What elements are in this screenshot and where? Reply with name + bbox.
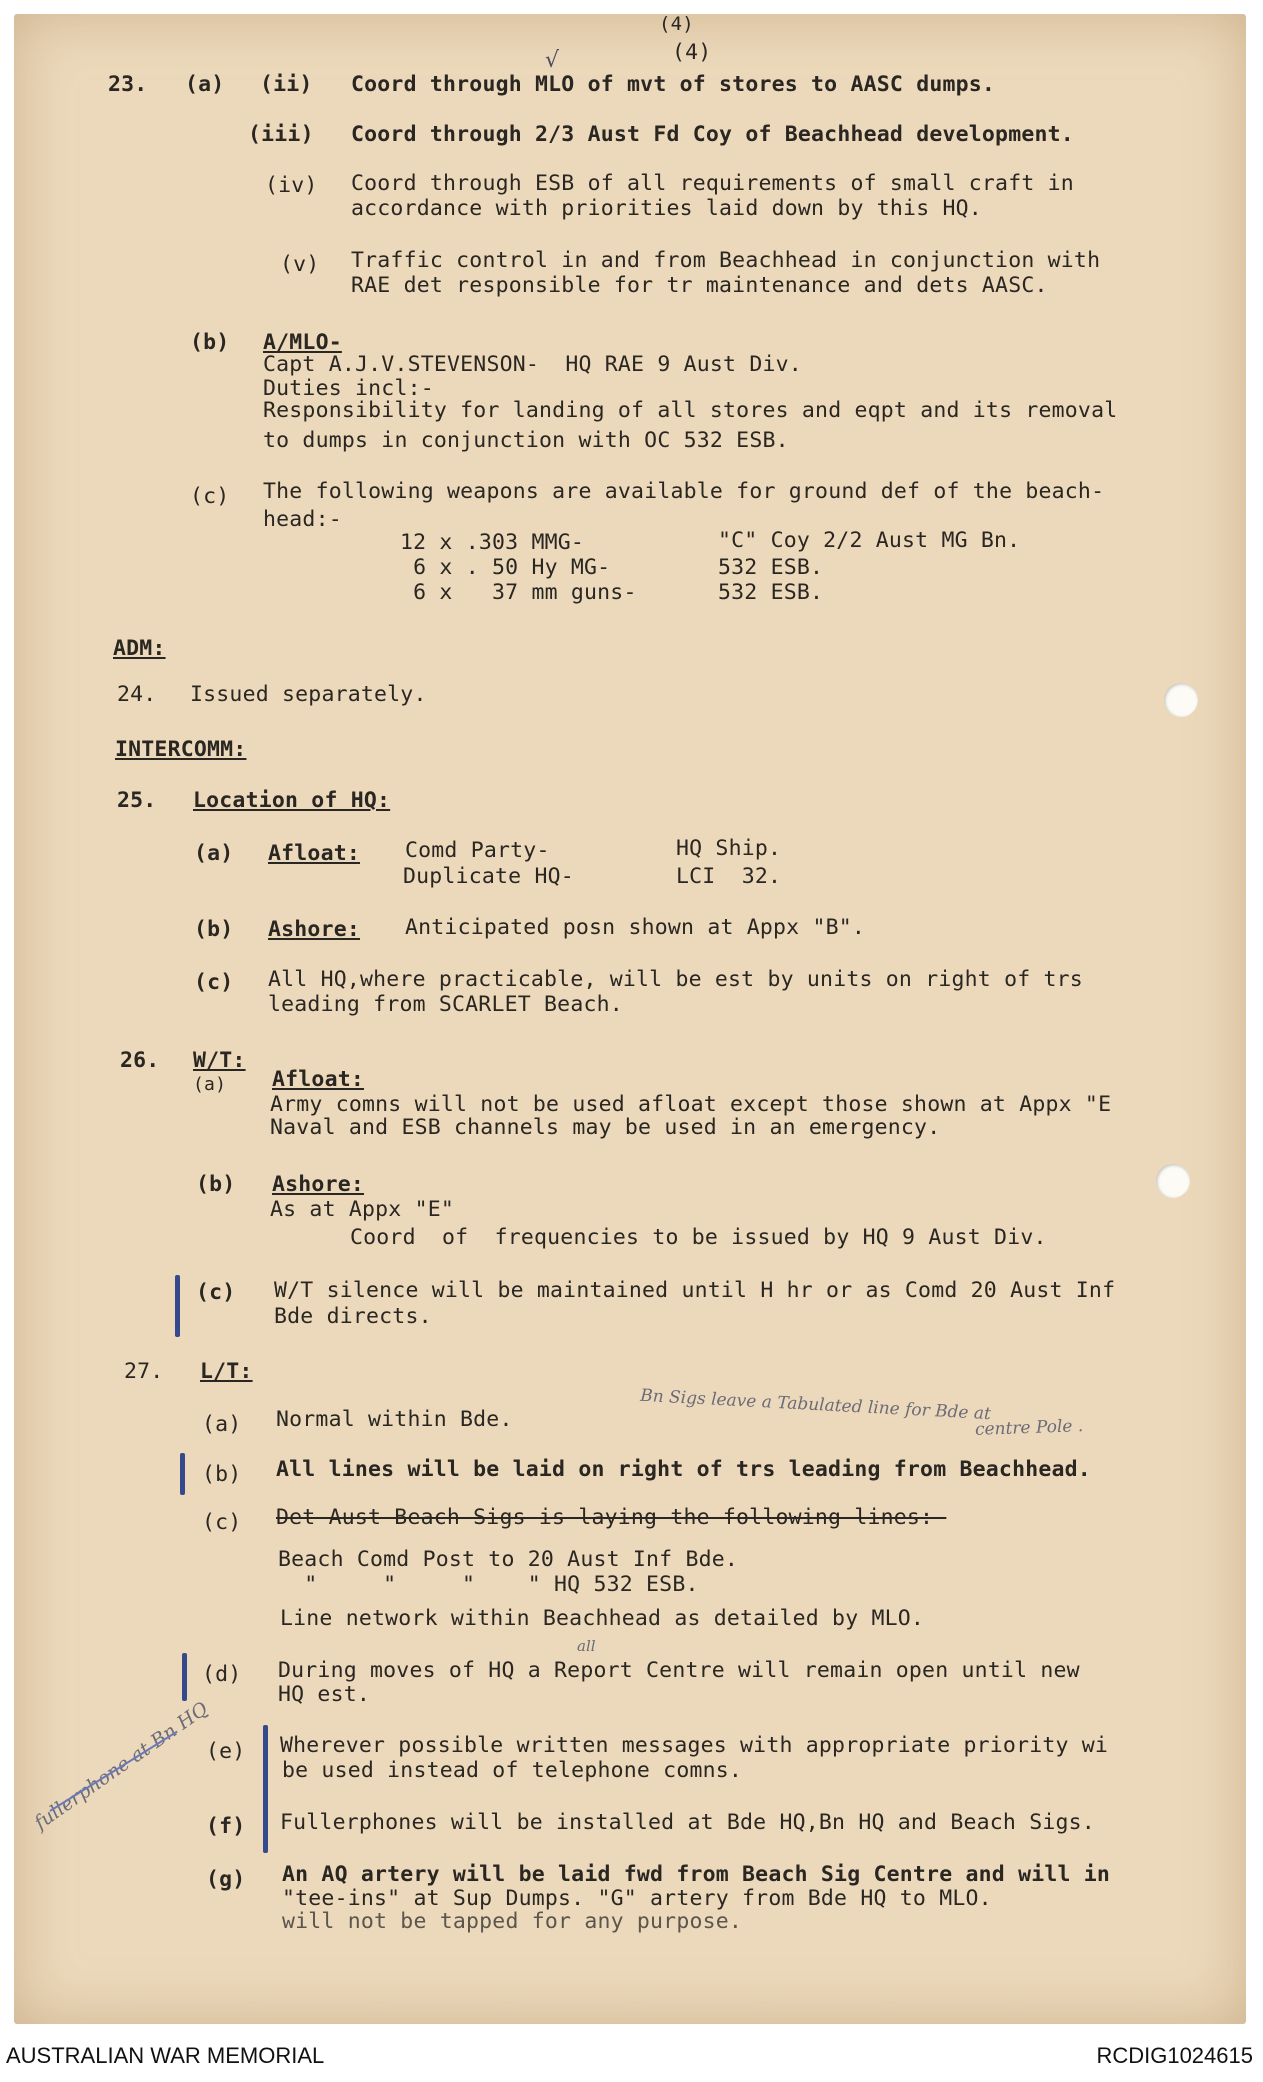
para-23-b-line2: Duties incl:- [263, 376, 434, 401]
page-number: (4) [672, 40, 712, 65]
para-23-v-line1: Traffic control in and from Beachhead in conjunction with [351, 248, 1101, 273]
para-27-d-line1: During moves of HQ a Report Centre will remain open until new [278, 1658, 1080, 1683]
para-26-a-afloat: Afloat: [272, 1067, 365, 1092]
weapon-unit-2: 532 ESB. [718, 555, 824, 580]
punch-hole-top [1164, 683, 1198, 717]
para-23-ii-label: (ii) [260, 72, 313, 97]
para-25-b-label: (b) [194, 917, 234, 942]
para-27-b-text: All lines will be laid on right of trs leading from Beachhead. [276, 1457, 1091, 1482]
para-23-v-label: (v) [280, 252, 320, 277]
para-23-iii-text: Coord through 2/3 Aust Fd Coy of Beachhead development. [351, 122, 1074, 147]
para-23-iii-label: (iii) [248, 122, 314, 147]
para-26-heading: W/T: [193, 1048, 246, 1073]
para-27-heading: L/T: [200, 1359, 253, 1384]
adm-heading: ADM: [113, 636, 166, 661]
weapon-qty-2: 6 x . 50 Hy MG- [400, 555, 611, 580]
handwritten-margin-note: fullerphone Bn HQ [30, 1697, 213, 1835]
para-23-b-line4: to dumps in conjunction with OC 532 ESB. [263, 428, 789, 453]
para-26-b-line1: As at Appx "E" [270, 1197, 455, 1222]
weapon-unit-3: 532 ESB. [718, 580, 824, 605]
para-27-d-label: (d) [202, 1662, 242, 1687]
para-27-c-line3: " " " " HQ 532 ESB. [278, 1572, 699, 1597]
footer-reference: RCDIG1024615 [1096, 2043, 1253, 2068]
para-26-number: 26. [120, 1048, 160, 1073]
para-27-number: 27. [124, 1359, 164, 1384]
handwritten-bde-note-2: centre Pole . [974, 1416, 1084, 1440]
handwritten-all-insert: all [577, 1637, 596, 1655]
para-23-b-label: (b) [190, 330, 230, 355]
para-24-text: Issued separately. [190, 682, 427, 707]
para-25-a-line1: Comd Party- [405, 838, 550, 863]
para-26-a-line2: Naval and ESB channels may be used in an emergency. [270, 1115, 941, 1140]
para-23-iv-label: (iv) [265, 173, 318, 198]
para-27-c-line2: Beach Comd Post to 20 Aust Inf Bde. [278, 1547, 739, 1572]
margin-mark-27ef [263, 1725, 268, 1853]
para-27-g-line3: will not be tapped for any purpose. [282, 1909, 743, 1934]
para-23-b-line1: Capt A.J.V.STEVENSON- HQ RAE 9 Aust Div. [263, 352, 802, 377]
para-23-b-heading: A/MLO- [263, 330, 342, 355]
para-27-d-line2: HQ est. [278, 1682, 371, 1707]
para-27-e-line2: be used instead of telephone comns. [282, 1758, 743, 1783]
para-26-a-line1: Army comns will not be used afloat except those shown at Appx "E [270, 1092, 1112, 1117]
para-27-g-line1: An AQ artery will be laid fwd from Beach Sig Centre and will in [282, 1862, 1111, 1887]
para-26-a-label: (a) [193, 1074, 227, 1095]
para-23-number: 23. [108, 72, 148, 97]
handwritten-bde-note-1: Bn Sigs leave a Tabulated line for Bde at [639, 1385, 992, 1425]
para-27-f-text: Fullerphones will be installed at Bde HQ,Bn HQ and Beach Sigs. [280, 1810, 1095, 1835]
margin-mark-27b [180, 1453, 185, 1495]
para-26-b-label: (b) [196, 1172, 236, 1197]
para-24-number: 24. [117, 682, 157, 707]
para-25-number: 25. [117, 788, 157, 813]
para-23-c-label: (c) [190, 484, 230, 509]
margin-mark-26c [175, 1275, 180, 1337]
tick-mark: √ [545, 48, 560, 73]
weapon-unit-1: "C" Coy 2/2 Aust MG Bn. [718, 528, 1021, 553]
para-26-c-label: (c) [196, 1280, 236, 1305]
intercomm-heading: INTERCOMM: [115, 737, 247, 762]
para-27-g-label: (g) [206, 1867, 246, 1892]
para-25-a-afloat: Afloat: [268, 841, 361, 866]
para-23-iv-line2: accordance with priorities laid down by this HQ. [351, 196, 982, 221]
para-27-g-line2: "tee-ins" at Sup Dumps. "G" artery from Bde HQ to MLO. [282, 1886, 992, 1911]
para-26-c-line1: W/T silence will be maintained until H hr or as Comd 20 Aust Inf [274, 1278, 1116, 1303]
para-25-a-label: (a) [194, 841, 234, 866]
para-26-b-ashore: Ashore: [272, 1172, 365, 1197]
para-27-c-line1: Det Aust Beach Sigs is laying the following lines:- [276, 1505, 947, 1530]
para-23-iv-line1: Coord through ESB of all requirements of small craft in [351, 171, 1074, 196]
para-27-e-line1: Wherever possible written messages with appropriate priority wi [280, 1733, 1109, 1758]
margin-mark-27d [182, 1653, 187, 1701]
para-25-heading: Location of HQ: [193, 788, 391, 813]
weapon-qty-1: 12 x .303 MMG- [400, 530, 585, 555]
para-25-a-line1-value: HQ Ship. [676, 836, 782, 861]
para-27-a-label: (a) [202, 1412, 242, 1437]
para-25-c-line2: leading from SCARLET Beach. [268, 992, 623, 1017]
para-27-c-label: (c) [202, 1510, 242, 1535]
footer-source: AUSTRALIAN WAR MEMORIAL [6, 2043, 325, 2068]
para-27-e-label: (e) [206, 1739, 246, 1764]
page-number-top: (4) [659, 13, 694, 35]
weapon-qty-3: 6 x 37 mm guns- [400, 580, 637, 605]
para-25-c-label: (c) [194, 970, 234, 995]
para-26-c-line2: Bde directs. [274, 1304, 432, 1329]
para-23-c-line1: The following weapons are available for ground def of the beach- [263, 479, 1105, 504]
para-27-a-text: Normal within Bde. [276, 1407, 513, 1432]
para-25-b-ashore: Ashore: [268, 917, 361, 942]
para-25-c-line1: All HQ,where practicable, will be est by units on right of trs [268, 967, 1083, 992]
para-25-a-line2: Duplicate HQ- [403, 864, 574, 889]
para-23-ii-text: Coord through MLO of mvt of stores to AASC dumps. [351, 72, 996, 97]
para-23-b-line3: Responsibility for landing of all stores and eqpt and its removal [263, 398, 1118, 423]
para-23-a-label: (a) [185, 72, 225, 97]
para-27-c-line4: Line network within Beachhead as detailed by MLO. [280, 1606, 925, 1631]
para-27-b-label: (b) [202, 1462, 242, 1487]
para-25-b-text: Anticipated posn shown at Appx "B". [405, 915, 866, 940]
para-26-b-line2: Coord of frequencies to be issued by HQ 9 Aust Div. [350, 1225, 1047, 1250]
para-27-f-label: (f) [206, 1814, 246, 1839]
punch-hole-bottom [1156, 1164, 1190, 1198]
para-25-a-line2-value: LCI 32. [676, 864, 782, 889]
para-23-c-line2: head:- [263, 507, 342, 532]
para-23-v-line2: RAE det responsible for tr maintenance and dets AASC. [351, 273, 1048, 298]
